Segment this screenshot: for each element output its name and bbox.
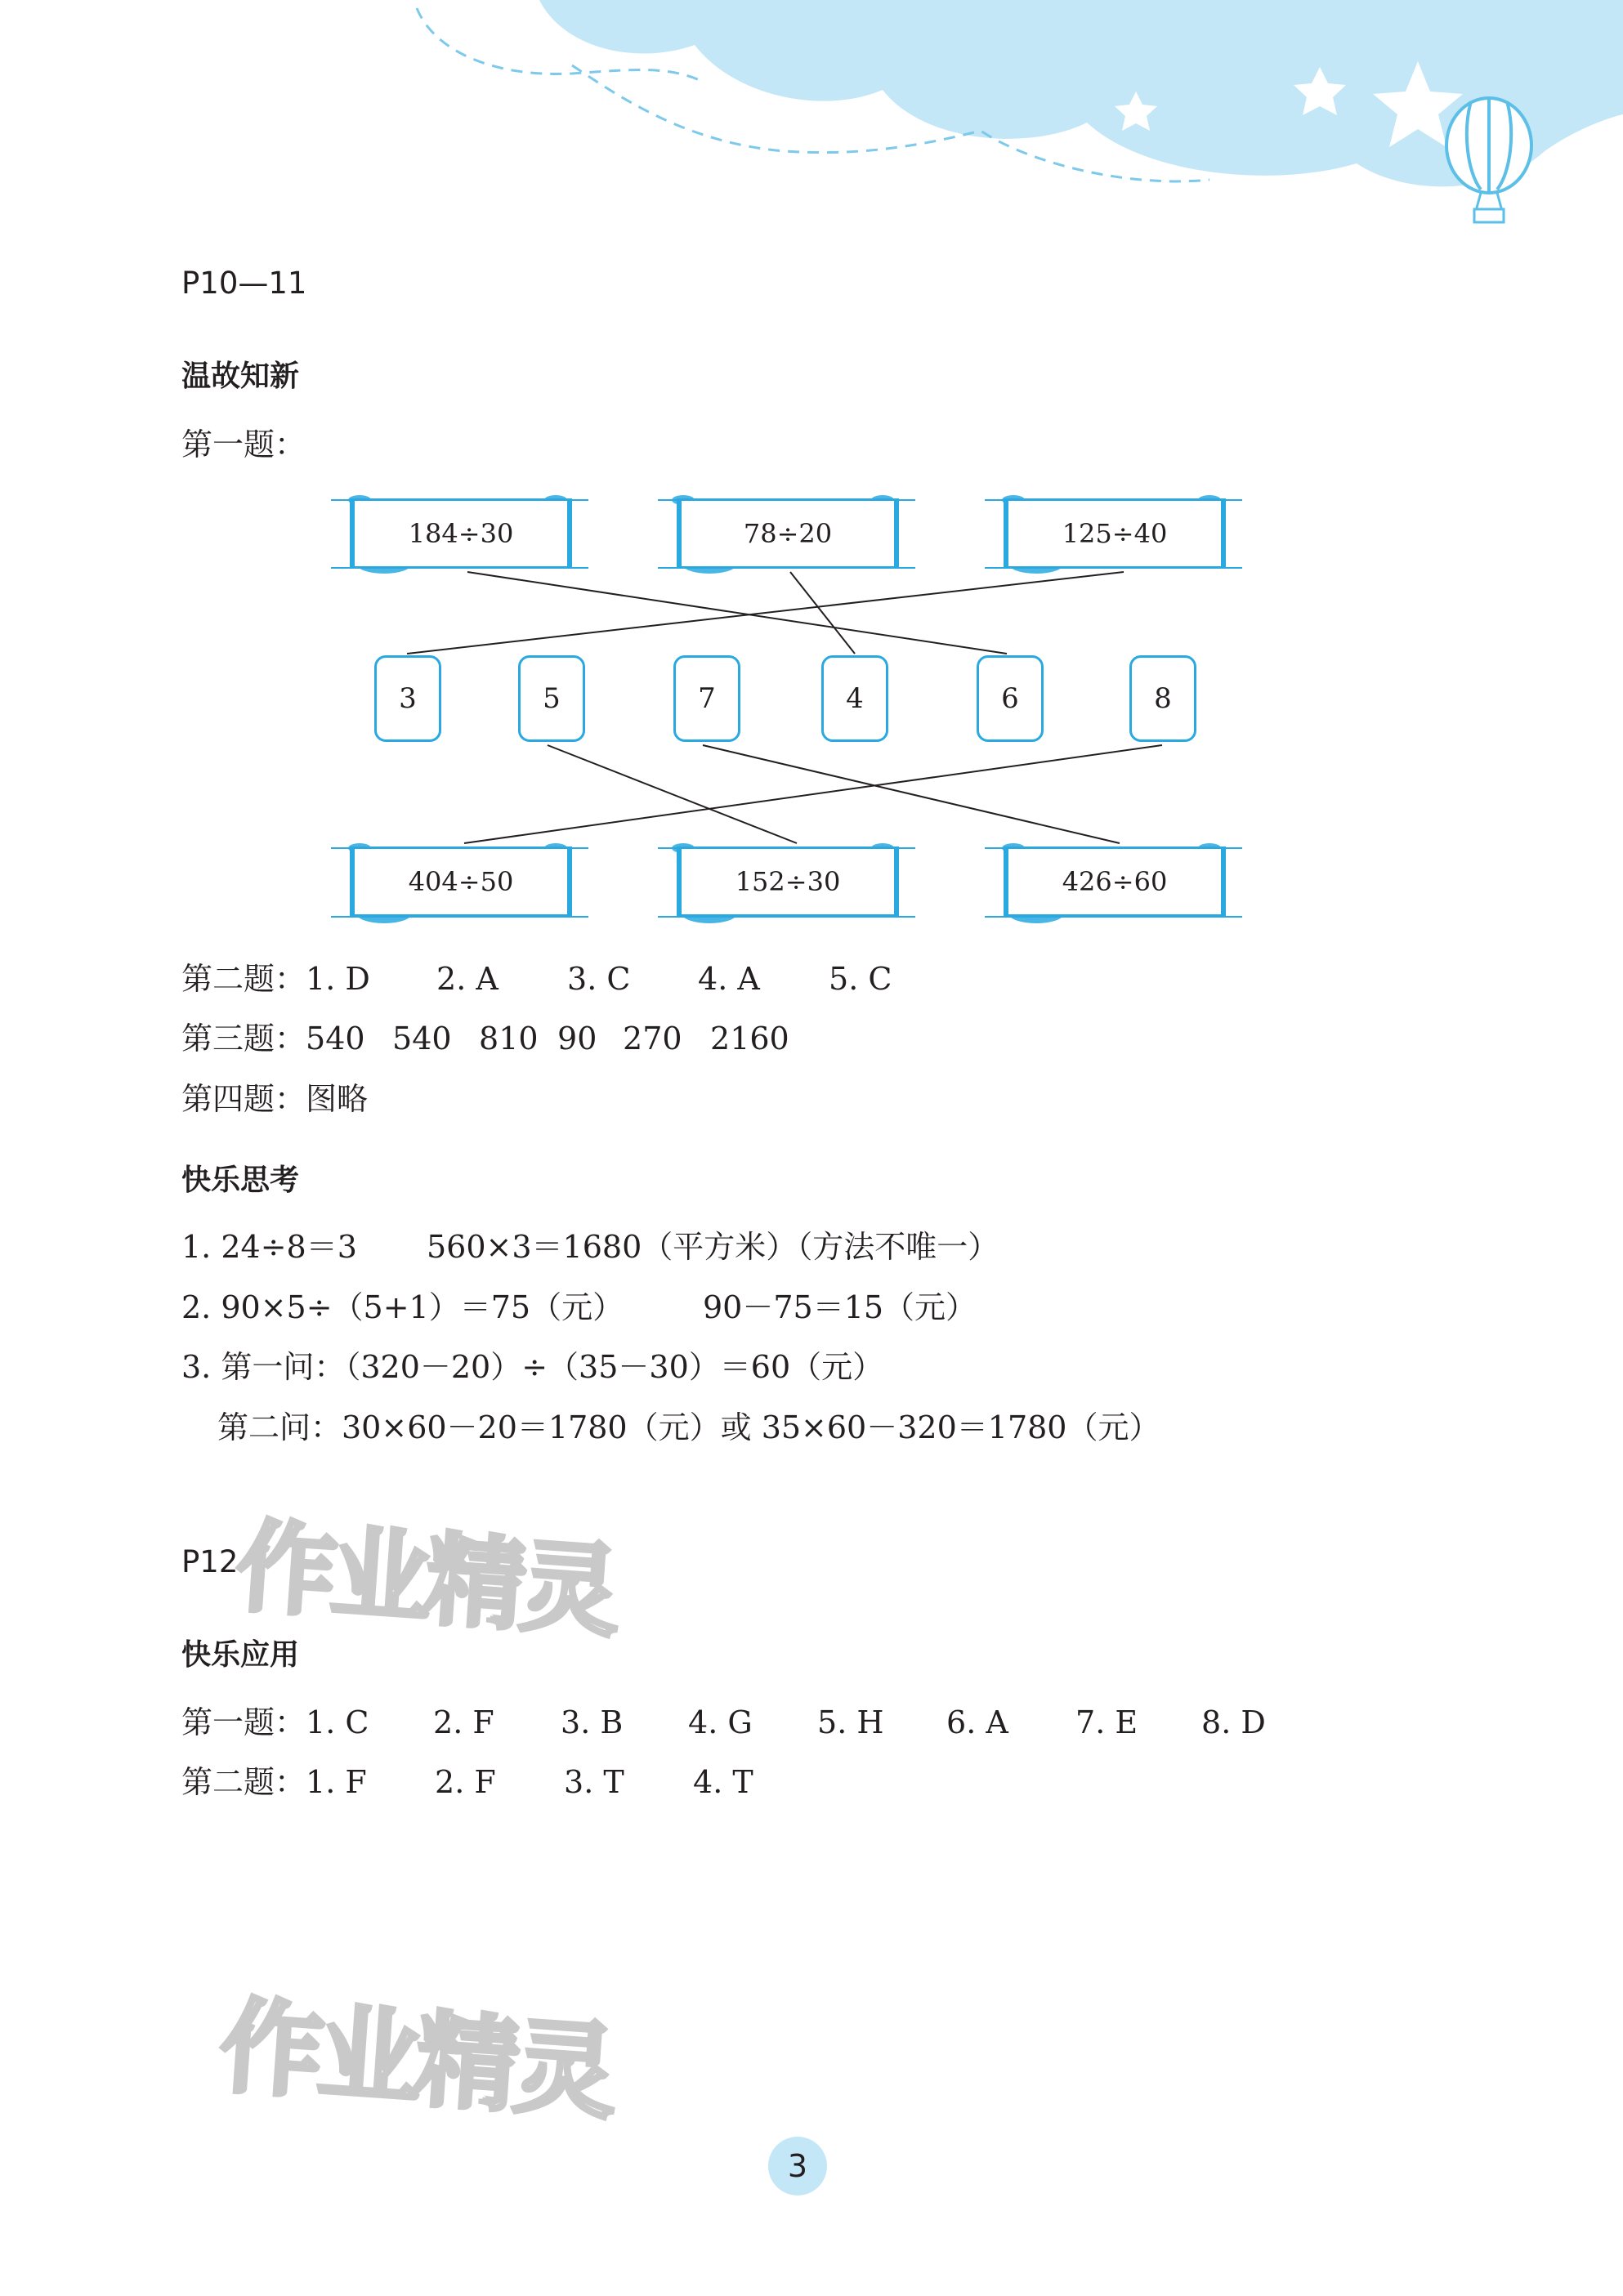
answer-item: 4. G [688,1704,753,1740]
number-box [374,655,441,742]
answer-item: 5. H [817,1704,884,1740]
answer-line-q3 [181,1021,789,1056]
answer-item: 2. A [436,961,499,997]
expression-text: 184÷30 [408,518,514,549]
number-box [977,655,1044,742]
expression-text: 78÷20 [743,518,833,549]
answer-item: 90 [557,1021,597,1056]
answer-item: 7. E [1075,1704,1138,1740]
section-title: 快乐应用 [181,1638,300,1672]
watermark-logo: 作业精灵 [232,1508,619,1651]
expression-box [677,846,899,917]
matching-lines [0,0,1623,980]
answer-item: 2160 [710,1021,789,1056]
solution-line-4: 第二问：30×60－20＝1780（元）或 35×60－320＝1780（元） [217,1409,1160,1445]
section-title: 温故知新 [181,360,300,393]
expression-box [350,498,572,569]
question-label: 第二题： [181,961,306,997]
answer-item: 2. F [433,1704,494,1740]
solution-part: 2. 90×5÷（5+1）＝75（元） [181,1289,624,1325]
question-label: 第一题： [181,427,306,462]
answer-item: 3. C [567,961,631,997]
answer-item: 3. T [564,1764,624,1800]
number-box [673,655,740,742]
number-text: 8 [1154,682,1172,715]
answer-item: 270 [623,1021,682,1056]
answer-item: 810 [479,1021,539,1056]
section-title: 快乐思考 [181,1164,300,1197]
solution-line-2 [181,1289,977,1325]
expression-box [1004,498,1226,569]
expression-text: 404÷50 [408,866,514,897]
solution-part: 90－75＝15（元） [703,1289,977,1325]
answer-item: 1. D [306,961,370,997]
question-label: 第三题： [181,1021,306,1056]
number-box [518,655,585,742]
answer-line-q2 [181,961,892,997]
answer-item: 6. A [946,1704,1008,1740]
answer-item: 1. C [306,1704,369,1740]
expression-box [1004,846,1226,917]
expression-text: 152÷30 [735,866,841,897]
page-number-badge [768,2137,827,2195]
answer-item: 1. F [306,1764,367,1800]
answer-item: 540 [306,1021,365,1056]
number-text: 4 [846,682,864,715]
answer-item: 3. B [561,1704,624,1740]
answer-line-p12-q1 [181,1704,1266,1740]
expression-box [350,846,572,917]
solution-line-1 [181,1229,999,1265]
number-text: 7 [698,682,716,715]
answer-item: 2. F [435,1764,496,1800]
page-code-heading: P10—11 [181,266,307,301]
answer-line-q4 [181,1081,368,1117]
answer-item: 4. T [693,1764,753,1800]
question-label: 第二题： [181,1764,306,1800]
page-code-heading: P12 [181,1544,239,1579]
answer-item: 4. A [698,961,760,997]
question-label: 第四题： [181,1081,306,1117]
solution-part: 1. 24÷8＝3 [181,1229,357,1265]
solution-part: 560×3＝1680（平方米）（方法不唯一） [427,1229,999,1265]
answer-item: 540 [392,1021,452,1056]
page-number: 3 [787,2148,808,2184]
expression-text: 125÷40 [1062,518,1168,549]
expression-text: 426÷60 [1062,866,1168,897]
answer-item: 图略 [306,1081,369,1117]
number-box [821,655,888,742]
answer-line-p12-q2 [181,1764,753,1800]
answer-item: 8. D [1201,1704,1266,1740]
answer-item: 5. C [829,961,892,997]
watermark-logo: 作业精灵 [216,1986,616,2133]
number-text: 3 [399,682,417,715]
question-label: 第一题： [181,1704,306,1740]
number-text: 5 [543,682,561,715]
expression-box [677,498,899,569]
number-box [1129,655,1196,742]
number-text: 6 [1001,682,1019,715]
solution-line-3: 3. 第一问：（320－20）÷（35－30）＝60（元） [181,1349,884,1385]
